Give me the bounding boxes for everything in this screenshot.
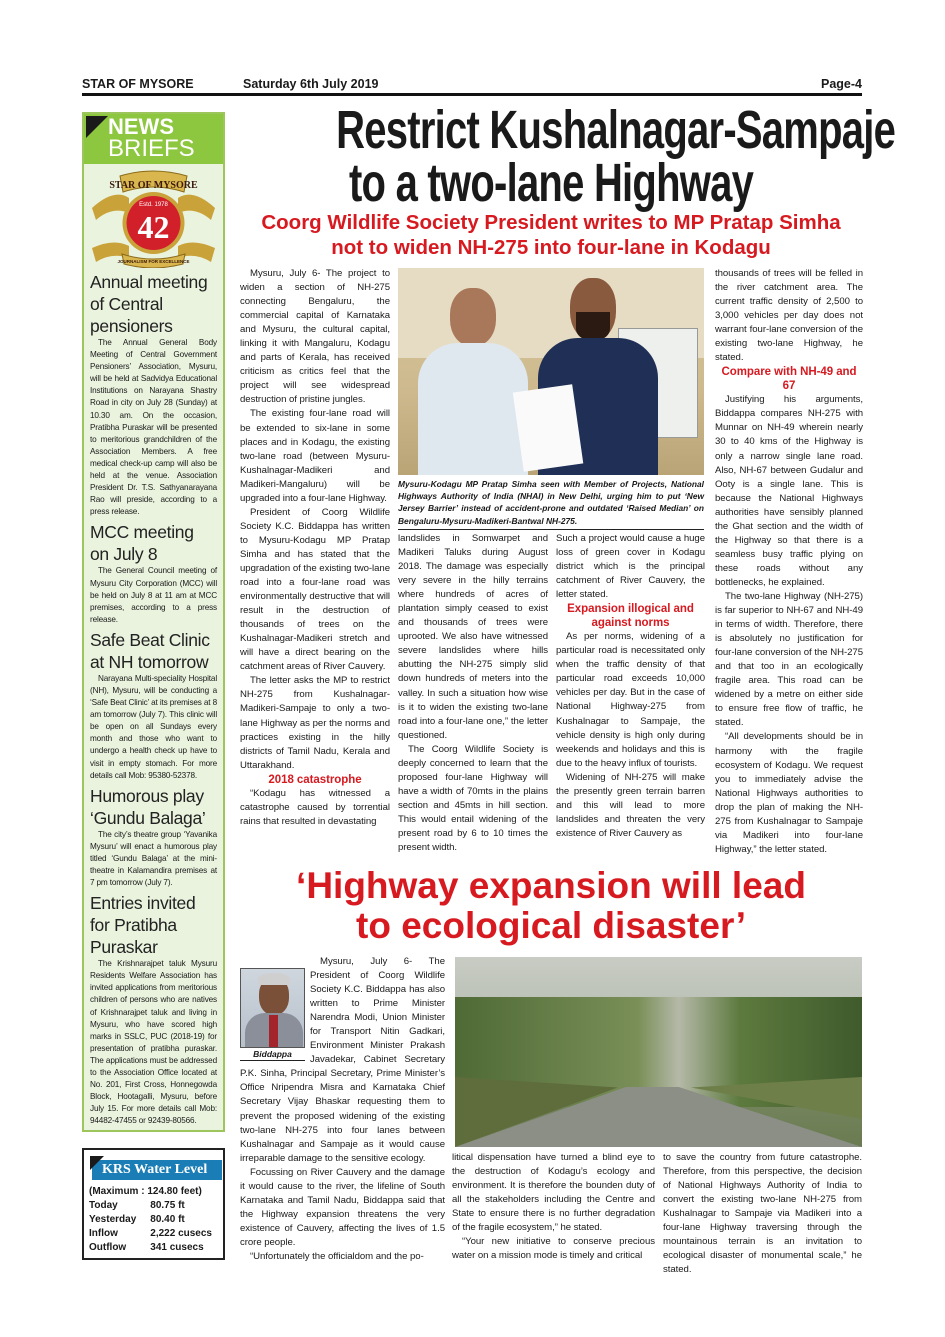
news-brief	[84, 629, 223, 782]
news-brief	[84, 271, 223, 518]
section-subheading: 2018 catastrophe	[268, 773, 362, 786]
paragraph: Justifying his arguments, Biddappa compares NH-275 with Munnar on NH-49 wherein nearly 30 to 40 kms of the Highway is only a narrow single lane road. Also, NH-67 between Gudalur and Ooty is a single lane. This is because the National Highways authorities have sensibly planned the Ghat section and the width of the Highway so that there is a seamless busy traffic plying on these roads without any bottlenecks, he explained.	[715, 394, 863, 588]
brief-title: Humorous play ‘Gundu Balaga’	[90, 785, 206, 828]
newspaper-name: STAR OF MYSORE	[82, 77, 194, 91]
anniversary-logo	[84, 168, 223, 268]
paragraph: “Unfortunately the officialdom and the po-	[250, 1250, 424, 1262]
section-subheading: Expansion illogical and against norms	[567, 603, 694, 630]
paragraph: “Your new initiative to conserve precious water on a mission mode is timely and critical	[452, 1236, 655, 1262]
page-number: Page-4	[821, 77, 862, 91]
krs-value: 80.75 ft	[150, 1200, 185, 1211]
brief-body: The city’s theatre group ‘Yavanika Mysuru’ will enact a humorous play titled ‘Gundu Balaga’ at the mini-theatre in Kalamandira premises at 7 pm tomorrow (July 7).	[90, 829, 217, 888]
krs-row	[89, 1213, 212, 1227]
svg-text:Estd. 1978: Estd. 1978	[139, 202, 168, 208]
portrait-caption: Biddappa	[240, 1048, 305, 1061]
headline-line-1: Restrict Kushalnagar-Sampaje	[336, 100, 896, 160]
brief-body: Narayana Multi-speciality Hospital (NH), Mysuru, will be conducting a ‘Safe Beat Clinic’ at its premises at 8 am tomorrow (July 7). This clinic will be open on all Sundays every month and those who want to undergo a health check up have to visit in empty stomach. For more details call Mob: 95380-52378.	[90, 673, 217, 780]
krs-label: Today	[89, 1200, 118, 1211]
brief-body: The Annual General Body Meeting of Central Government Pensioners’ Association, Mysuru, will be held at Sadvidya Educational Institutions on Narayana Shastry Road in city on July 28 (Sunday) at 10.30 am. On the occasion, Pratibha Puraskar will be presented to meritorious grandchildren of the Association Members. A free medical check-up camp will also be held at the venue. Association President Dr. T.S. Sathyanarayana Rao will preside, according to a press release.	[90, 338, 217, 517]
krs-table	[89, 1185, 212, 1255]
briefs-label: BRIEFS	[108, 135, 195, 162]
paragraph: “All developments should be in harmony with the fragile ecosystem of Kodagu. We request you to immediately advise the National Highways authorities to drop the plan of making the NH-275 from Kushalnagar to Sampaje via Madikeri into four-lane Highway,” the letter stated.	[715, 731, 863, 855]
paragraph: litical dispensation have turned a blind eye to the destruction of Kodagu’s ecology and environment. It is therefore the bounden duty of all the stakeholders including the Centre and State to ensure there is no further degradation of the fragile ecosystem,” he stated.	[452, 1152, 655, 1234]
news-brief	[84, 521, 223, 625]
subheadline: Coorg Wildlife Society President writes to MP Pratap Simha not to widen NH-275 into four-lane in Kodagu	[261, 211, 841, 259]
paragraph: Focussing on River Cauvery and the damage it would cause to the river, the lifeline of South Karnataka and Tamil Nadu, Biddappa said that the Highway expansion threatens the very existence of Cauvery, affecting the lives of 1.5 crore people.	[240, 1166, 445, 1248]
news-label: NEWS	[108, 114, 174, 139]
paragraph: Mysuru, July 6- The project to widen a section of NH-275 connecting Bengaluru, the commercial capital of Karnataka and Mysuru, the cultural capital, linking it with Mangaluru, Kodagu and parts of Kerala, has received criticism as critics feel that the project will see widespread destruction of pristine jungles.	[240, 268, 390, 406]
paragraph: landslides in Somwarpet and Madikeri Taluks during August 2018. The damage was especially very severe in the hilly terrains where hundreds of acres of plantation simply ceased to exist and thousands of trees were uprooted. We also have witnessed severe landslides where hills abutting the NH-275 simply slid down hundreds of meters into the valley. In such a situation how wise is it to widen the existing two-lane road into a four-lane one,” the letter questioned.	[398, 533, 548, 741]
krs-label: Yesterday	[89, 1214, 137, 1225]
krs-value: 341 cusecs	[150, 1242, 204, 1253]
news-brief	[84, 785, 223, 889]
paragraph: The existing four-lane road will be extended to six-lane in some places and in Kodagu, the existing two-lane road (between Mysuru-Kushalnagar-Madikeri and Madikeri-Mangaluru) will be upgraded into a four-lane Highway.	[240, 408, 390, 504]
svg-text:42: 42	[137, 209, 170, 245]
paragraph: to save the country from future catastrophe. Therefore, from this perspective, the decision of National Highways Authority of India to convert the existing two-lane NH-275 from Kushalnagar to Sampaje via Madikeri into a four-lane Highway traversing through the mountainous terrain is an invitation to ecological disaster of monumental scale,” he stated.	[663, 1152, 862, 1276]
news-briefs-sidebar	[82, 112, 225, 1132]
paragraph: Such a project would cause a huge loss of green cover in Kodagu district which is the principal catchment of River Cauvery, the letter stated.	[556, 533, 705, 601]
headline-2: ‘Highway expansion will lead to ecological disaster’	[296, 865, 806, 946]
krs-row	[89, 1199, 212, 1213]
issue-date: Saturday 6th July 2019	[243, 77, 379, 91]
paragraph: As per norms, widening of a particular road is necessitated only when the traffic density of that particular road exceeds 10,000 vehicles per day. But in the case of National Highway-275 from Kushalnagar to Sampaje, the vehicle density is high only during weekends and holidays and this is due to the heavy influx of tourists.	[556, 631, 705, 769]
paragraph: “Kodagu has witnessed a catastrophe caused by torrential rains that resulted in devastating	[240, 787, 390, 827]
krs-title: KRS Water Level	[92, 1160, 222, 1180]
news-briefs-header	[84, 114, 223, 164]
article1-column-4	[715, 267, 863, 857]
brief-body: The General Council meeting of Mysuru City Corporation (MCC) will be held on July 8 at 11 am at MCC premises, according to a press release.	[90, 566, 217, 624]
star-of-mysore-42-emblem-icon	[84, 168, 223, 268]
corner-triangle-icon	[86, 116, 108, 138]
krs-value: 2,222 cusecs	[150, 1228, 212, 1239]
article1-column-2	[398, 532, 548, 855]
krs-row	[89, 1227, 212, 1241]
krs-value: 80.40 ft	[150, 1214, 185, 1225]
brief-title: MCC meeting on July 8	[90, 522, 194, 565]
krs-water-level-box	[82, 1148, 225, 1260]
portrait-photo	[240, 968, 305, 1048]
krs-label: Outflow	[89, 1242, 127, 1253]
news-brief	[84, 892, 223, 1127]
krs-label: Inflow	[89, 1228, 118, 1239]
photo-mp-with-nhai-official	[398, 268, 704, 475]
paragraph: The two-lane Highway (NH-275) is far superior to NH-67 and NH-49 in terms of width. Therefore, there is absolutely no justification for four-lane conversion of the NH-275 and that too in an ecologically fragile area. This road can be widened by a metre on either side to ensure free flow of traffic, he stated.	[715, 590, 863, 729]
article1-column-3	[556, 532, 705, 841]
header-rule	[82, 93, 862, 96]
paragraph: Widening of NH-275 will make the presently green terrain barren and this will lead to more landslides and threaten the very existence of River Cauvery as	[556, 771, 705, 839]
biddappa-portrait	[240, 968, 305, 1064]
section-subheading: Compare with NH-49 and 67	[721, 366, 857, 393]
briefs-list	[84, 271, 223, 1128]
photo-caption: Mysuru-Kodagu MP Pratap Simha seen with Member of Projects, National Highways Authority of India (NHAI) in New Delhi, urging him to put ‘New Jersey Barrier’ instead of accident-prone and outdated ‘Raised Median’ on Bengaluru-Mysuru-Madikeri-Bantwal NH-275.	[398, 478, 704, 530]
brief-title: Entries invited for Pratibha Puraskar	[90, 893, 196, 958]
article2-column-2	[452, 1151, 655, 1263]
svg-text:JOURNALISM FOR EXCELLENCE: JOURNALISM FOR EXCELLENCE	[117, 259, 190, 264]
brief-body: The Krishnarajpet taluk Mysuru Residents Welfare Association has invited applications from meritorious children of persons who are natives of Krishnarajpet taluk and living in Mysuru, who have scored high marks in SSLC, PUC (2018-19) for presentation of pratibha puraskar. The applications must be addressed to the Association Office located at No. 201, First Cross, Honnegowda Block, Hootagalli, Mysuru, before July 15. For more details call Mob: 94482-47455 or 92439-80566.	[90, 959, 217, 1126]
article2-column-3	[663, 1151, 862, 1277]
photo-highway-through-forest	[455, 957, 862, 1147]
brief-title: Annual meeting of Central pensioners	[90, 272, 208, 336]
brief-title: Safe Beat Clinic at NH tomorrow	[90, 629, 210, 672]
paragraph: President of Coorg Wildlife Society K.C. Biddappa has written to Mysuru-Kodagu MP Pratap Simha and has stated that the upgradation of the existing two-lane road into a four-lane road was environmentally destructive that will result in the destruction of thousands of trees on the Kushalnagar-Madikeri stretch and will have a direct bearing on the catchment areas of River Cauvery.	[240, 506, 390, 673]
paragraph: thousands of trees will be felled in the river catchment area. The current traffic density of 2,500 to 3,000 vehicles per day does not warrant four-lane conversion of the existing two-lane Highway, he stated.	[715, 268, 863, 364]
svg-text:STAR OF MYSORE: STAR OF MYSORE	[109, 180, 198, 191]
paragraph: The letter asks the MP to restrict NH-275 from Kushalnagar-Madikeri-Sampaje to only a two-lane Highway as per the norms and practices existing in the hilly districts of Tamil Nadu, Kerala and Uttarakhand.	[240, 675, 390, 771]
paragraph: Mysuru, July 6- The President of Coorg Wildlife Society K.C. Biddappa has also written to Prime Minister Narendra Modi, Union Minister for Transport Nitin Gadkari, Environment Minister Prakash Javadekar, Cabinet Secretary P.K. Sinha, Principal Secretary, Prime Minister’s Office Nripendra Misra and Karnataka Chief Secretary Vijay Bhaskar requesting them to prevent the proposed widening of the existing two-lane NH-275 into four lanes between Kushalnagar and Sampaje as it would cause irreparable damage to the sensitive ecology.	[240, 956, 445, 1164]
headline-line-2: to a two-lane Highway	[348, 153, 754, 213]
krs-row	[89, 1241, 212, 1255]
article1-column-1	[240, 267, 390, 829]
paragraph: The Coorg Wildlife Society is deeply concerned to learn that the proposed four-lane Highway will have a width of 70mts in the plains section and 45mts in hill section. This would entail widening of the present road by 6 to 10 times the present width.	[398, 743, 548, 854]
krs-maximum: (Maximum : 124.80 feet)	[89, 1186, 202, 1197]
corner-triangle-icon	[90, 1156, 104, 1170]
